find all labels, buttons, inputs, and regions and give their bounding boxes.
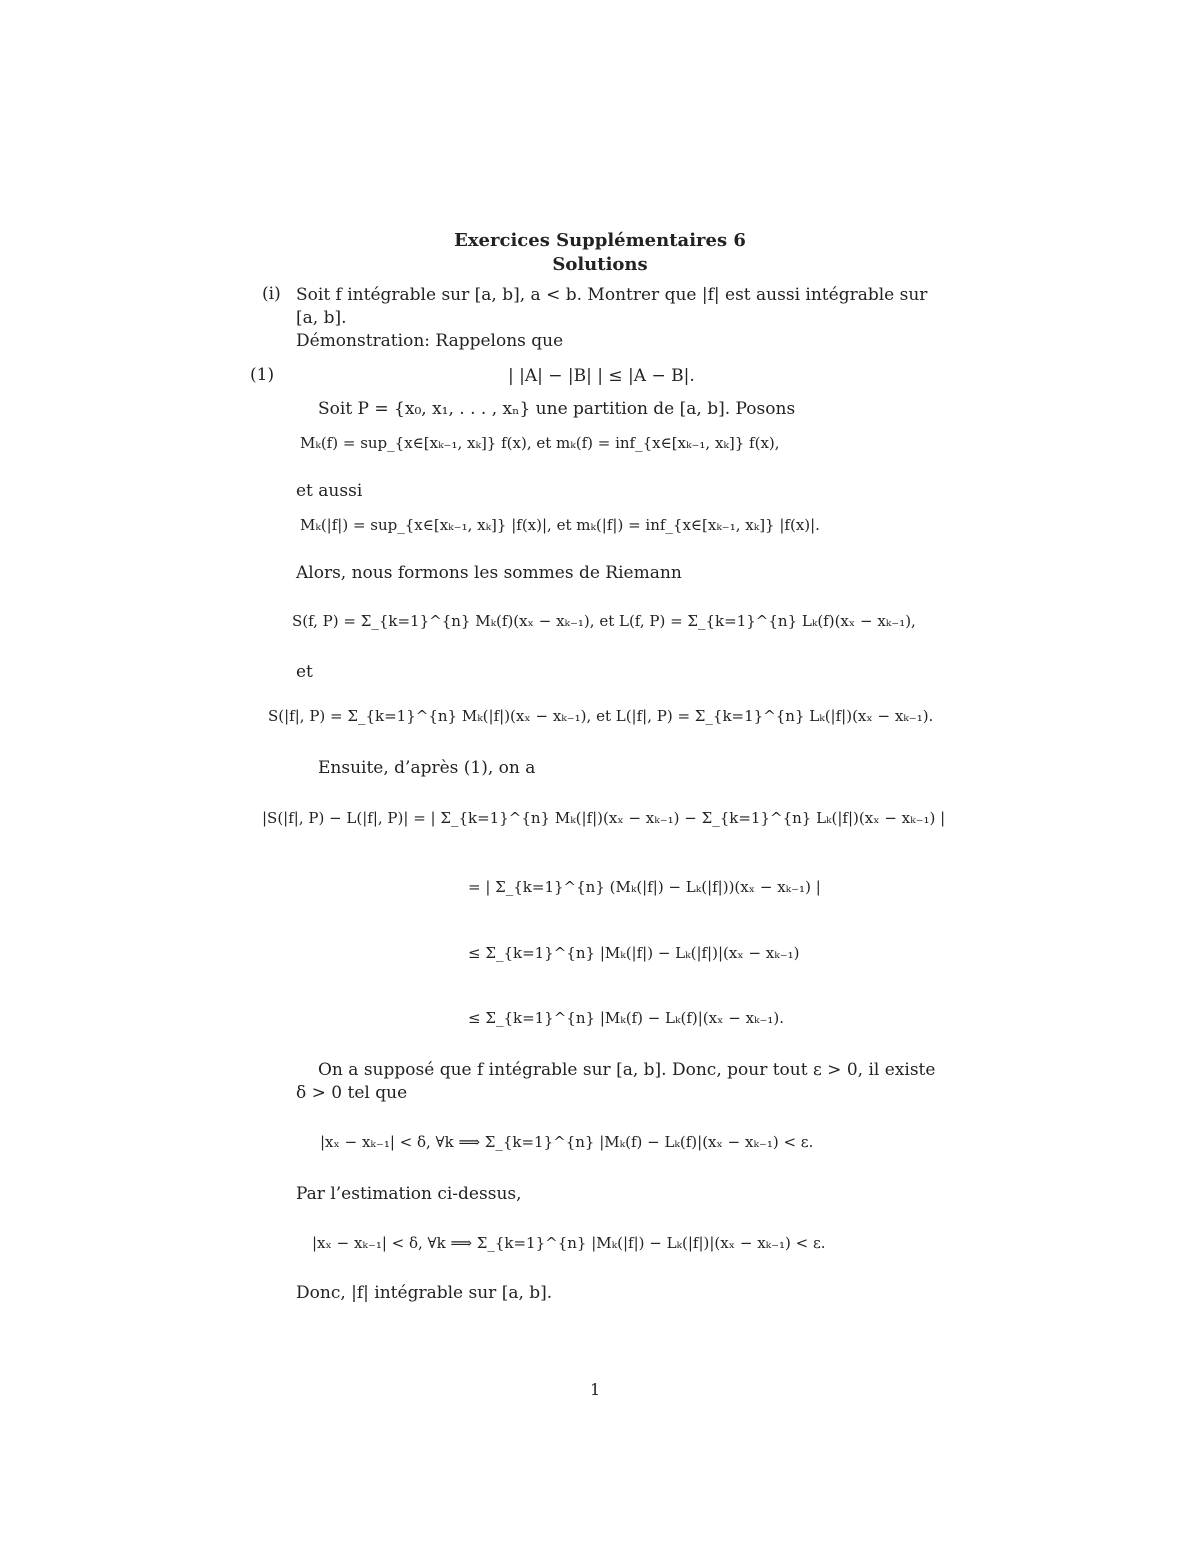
equation: ≤ Σ_{k=1}^{n} |Mₖ(|f|) − Lₖ(|f|)|(xₓ − xₖ₋₁) — [468, 944, 800, 962]
equation: |S(|f|, P) − L(|f|, P)| = | Σ_{k=1}^{n} Mₖ(|f|)(xₓ − xₖ₋₁) − Σ_{k=1}^{n} Lₖ(|f|)(xₓ − xₖ₋₁) | — [262, 809, 946, 827]
text-line: Soit P = {x₀, x₁, . . . , xₙ} une partition de [a, b]. Posons — [318, 399, 796, 419]
equation: = | Σ_{k=1}^{n} (Mₖ(|f|) − Lₖ(|f|))(xₓ − xₖ₋₁) | — [468, 878, 821, 896]
equation: S(|f|, P) = Σ_{k=1}^{n} Mₖ(|f|)(xₓ − xₖ₋₁), et L(|f|, P) = Σ_{k=1}^{n} Lₖ(|f|)(xₓ − xₖ₋₁). — [268, 707, 934, 725]
equation: | |A| − |B| | ≤ |A − B|. — [508, 366, 695, 386]
text-line: Soit f intégrable sur [a, b], a < b. Montrer que |f| est aussi intégrable sur — [296, 285, 928, 305]
item-label: (i) — [262, 284, 281, 304]
equation: Mₖ(|f|) = sup_{x∈[xₖ₋₁, xₖ]} |f(x)|, et mₖ(|f|) = inf_{x∈[xₖ₋₁, xₖ]} |f(x)|. — [300, 516, 820, 534]
page-number: 1 — [590, 1380, 601, 1399]
text-line: Ensuite, d’après (1), on a — [318, 758, 536, 778]
text-line: δ > 0 tel que — [296, 1083, 408, 1103]
text-line: Alors, nous formons les sommes de Riemann — [296, 563, 682, 583]
text-line: On a supposé que f intégrable sur [a, b]. Donc, pour tout ε > 0, il existe — [318, 1060, 936, 1080]
document-title: Exercices Supplémentaires 6 — [454, 230, 746, 251]
text-line: [a, b]. — [296, 308, 347, 328]
text-line: Démonstration: Rappelons que — [296, 331, 564, 351]
text-line: Donc, |f| intégrable sur [a, b]. — [296, 1283, 553, 1303]
equation: ≤ Σ_{k=1}^{n} |Mₖ(f) − Lₖ(f)|(xₓ − xₖ₋₁). — [468, 1009, 785, 1027]
equation: |xₓ − xₖ₋₁| < δ, ∀k ⟹ Σ_{k=1}^{n} |Mₖ(f) − Lₖ(f)|(xₓ − xₖ₋₁) < ε. — [320, 1133, 814, 1151]
equation: |xₓ − xₖ₋₁| < δ, ∀k ⟹ Σ_{k=1}^{n} |Mₖ(|f|) − Lₖ(|f|)|(xₓ − xₖ₋₁) < ε. — [312, 1234, 826, 1252]
equation-number: (1) — [250, 365, 275, 385]
equation: Mₖ(f) = sup_{x∈[xₖ₋₁, xₖ]} f(x), et mₖ(f) = inf_{x∈[xₖ₋₁, xₖ]} f(x), — [300, 434, 780, 452]
text-line: et — [296, 662, 313, 682]
document-subtitle: Solutions — [552, 254, 648, 275]
text-line: et aussi — [296, 481, 363, 501]
equation: S(f, P) = Σ_{k=1}^{n} Mₖ(f)(xₓ − xₖ₋₁), et L(f, P) = Σ_{k=1}^{n} Lₖ(f)(xₓ − xₖ₋₁), — [292, 612, 916, 630]
text-line: Par l’estimation ci-dessus, — [296, 1184, 522, 1204]
